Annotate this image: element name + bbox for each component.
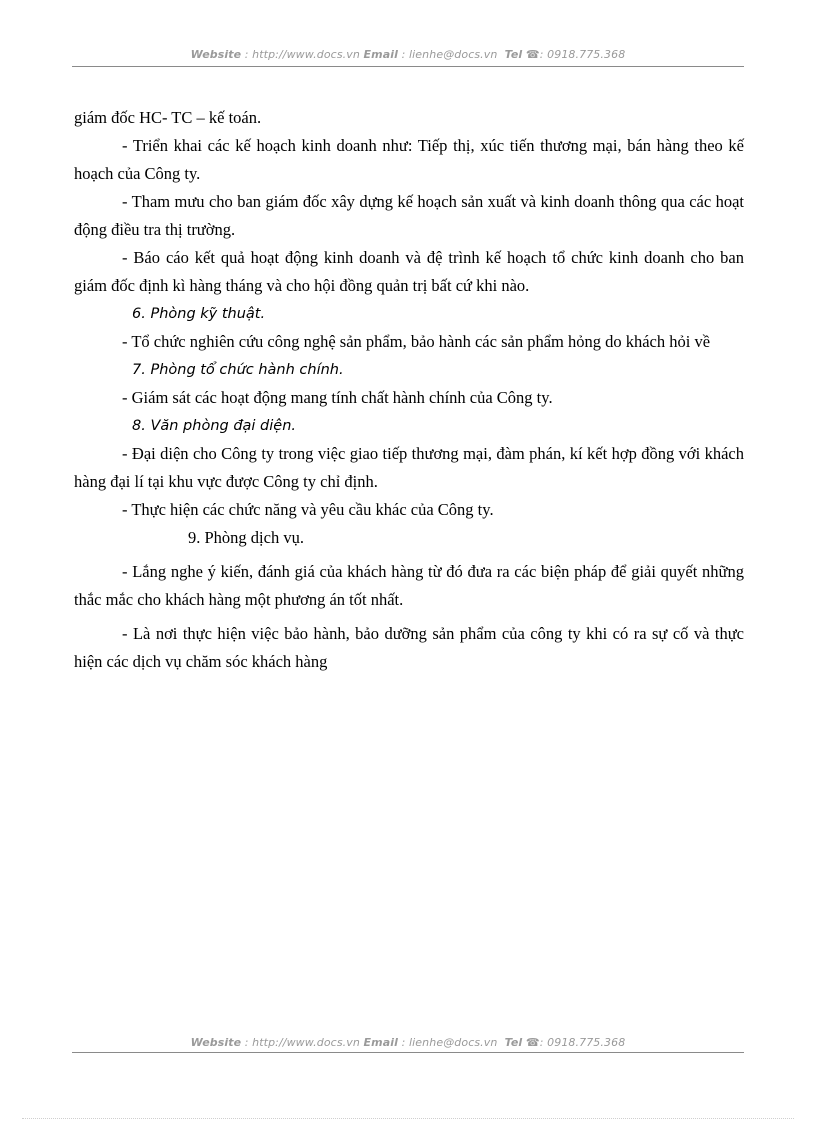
phone-icon: ☎ (525, 1036, 540, 1049)
paragraph-6: - Đại diện cho Công ty trong việc giao tiếp thương mại, đàm phán, kí kết hợp đồng với khách hàng đại lí tại khu vực được Công ty chỉ định. (74, 444, 744, 491)
footer-tel-label: Tel (504, 1036, 523, 1049)
section-heading-6: 6. Phòng kỹ thuật. (132, 306, 266, 322)
footer-tel-value: : 0918.775.368 (539, 1036, 626, 1049)
paragraph-0: giám đốc HC- TC – kế toán. (74, 108, 262, 127)
header-email-value: : lienhe@docs.vn (398, 48, 502, 61)
footer-website-label: Website (190, 1036, 242, 1049)
header-email-label: Email (363, 48, 398, 61)
paragraph-1: - Triển khai các kế hoạch kinh doanh như: Tiếp thị, xúc tiến thương mại, bán hàng theo kế hoạch của Công ty. (74, 136, 744, 183)
page-bottom-divider (22, 1118, 794, 1119)
header-tel-label: Tel (504, 48, 523, 61)
header-website-label: Website (190, 48, 242, 61)
paragraph-8: - Lắng nghe ý kiến, đánh giá của khách hàng từ đó đưa ra các biện pháp để giải quyết những thắc mắc cho khách hàng một phương án tốt nhất. (74, 562, 744, 609)
footer-email-value: : lienhe@docs.vn (398, 1036, 502, 1049)
paragraph-4: - Tổ chức nghiên cứu công nghệ sản phẩm, bảo hành các sản phẩm hỏng do khách hỏi về (122, 332, 711, 351)
page-footer (72, 1036, 744, 1053)
section-heading-8: 8. Văn phòng đại diện. (132, 418, 296, 434)
header-tel-value: : 0918.775.368 (539, 48, 626, 61)
section-heading-7: 7. Phòng tổ chức hành chính. (132, 362, 344, 378)
paragraph-5: - Giám sát các hoạt động mang tính chất hành chính của Công ty. (122, 388, 553, 407)
header-website-value: : http://www.docs.vn (241, 48, 364, 61)
paragraph-2: - Tham mưu cho ban giám đốc xây dựng kế hoạch sản xuất và kinh doanh thông qua các hoạt động điều tra thị trường. (74, 192, 744, 239)
footer-website-value: : http://www.docs.vn (241, 1036, 364, 1049)
section-heading-9: 9. Phòng dịch vụ. (188, 528, 304, 547)
footer-email-label: Email (363, 1036, 398, 1049)
paragraph-3: - Báo cáo kết quả hoạt động kinh doanh và đệ trình kế hoạch tổ chức kinh doanh cho ban giám đốc định kì hàng tháng và cho hội đồng quản trị bất cứ khi nào. (74, 248, 744, 295)
page-header (72, 48, 744, 67)
paragraph-9: - Là nơi thực hiện việc bảo hành, bảo dưỡng sản phẩm của công ty khi có ra sự cố và thực hiện các dịch vụ chăm sóc khách hàng (74, 624, 744, 671)
phone-icon: ☎ (525, 48, 540, 61)
paragraph-7: - Thực hiện các chức năng và yêu cầu khác của Công ty. (122, 500, 494, 519)
document-body (74, 104, 744, 676)
